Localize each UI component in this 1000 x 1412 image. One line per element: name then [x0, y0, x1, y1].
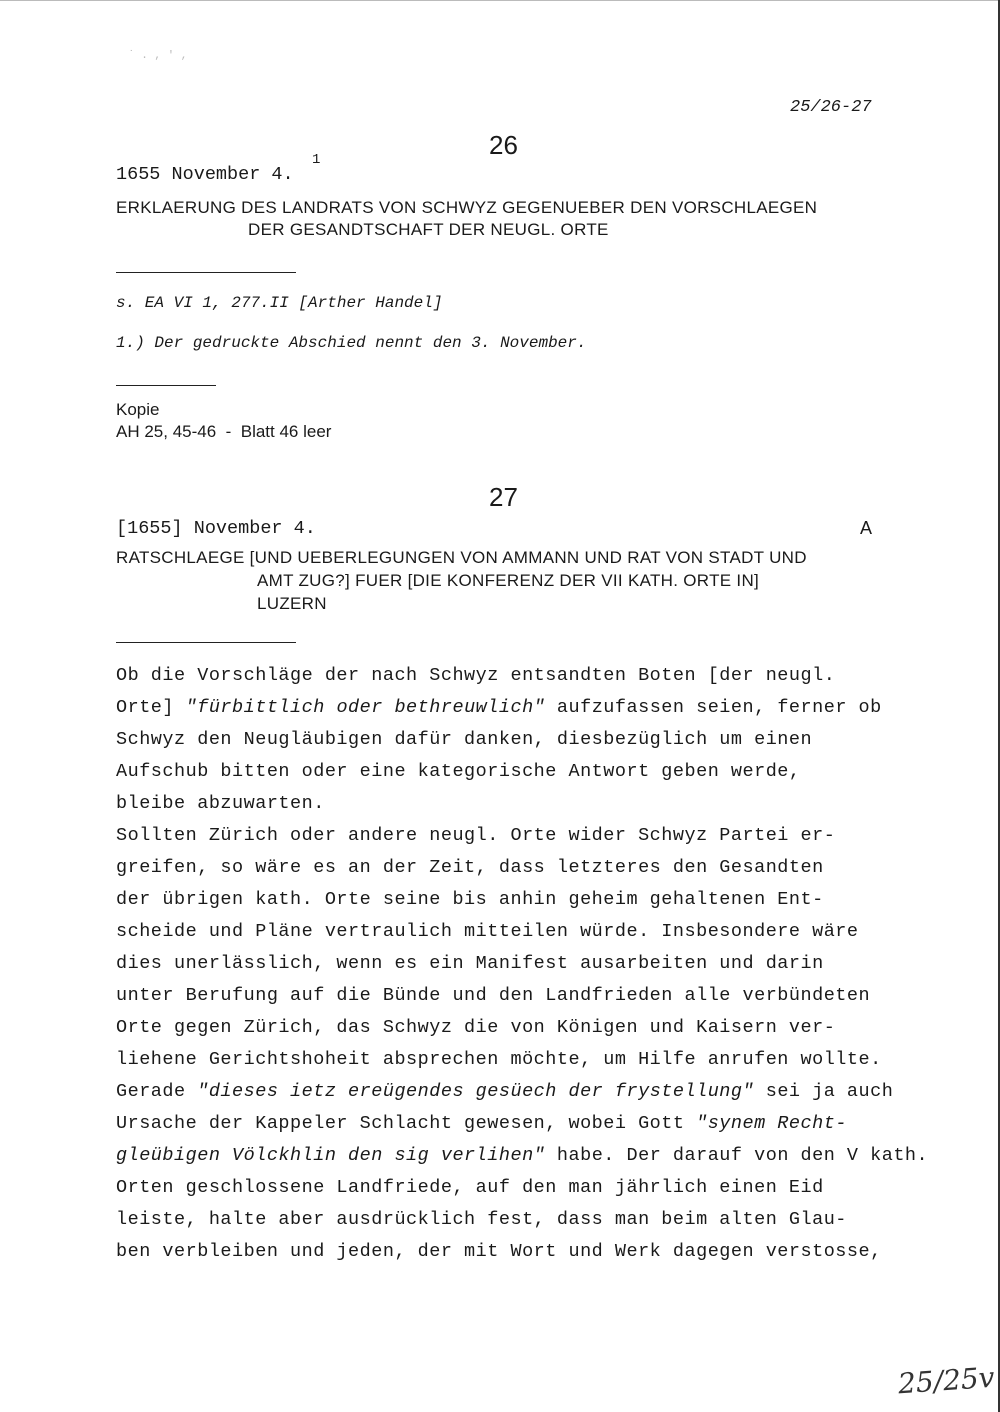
body-line: Schwyz den Neugläubigen dafür danken, diesbezüglich um einen: [116, 729, 813, 750]
body-line: Orten geschlossene Landfriede, auf den man jährlich einen Eid: [116, 1177, 824, 1198]
doc26-copy-label: Kopie: [116, 400, 160, 419]
doc26-source: AH 25, 45-46 - Blatt 46 leer: [116, 422, 332, 441]
doc26-separator: [116, 272, 296, 273]
body-line: Aufschub bitten oder eine kategorische Antwort geben werde,: [116, 761, 801, 782]
body-quote: "dieses ietz ereügendes gesüech der frystellung": [197, 1081, 755, 1102]
body-line: bleibe abzuwarten.: [116, 793, 325, 814]
document-number-26: 26: [489, 130, 518, 160]
doc26-footnote-marker: 1: [312, 152, 321, 168]
body-text: sei ja auch: [754, 1081, 894, 1102]
body-line: scheide und Pläne vertraulich mitteilen würde. Insbesondere wäre: [116, 921, 859, 942]
body-line: [116, 697, 882, 718]
scan-top-edge: [0, 0, 1000, 1]
body-line: dies unerlässlich, wenn es ein Manifest ausarbeiten und darin: [116, 953, 824, 974]
doc27-title-line2: AMT ZUG?] FUER [DIE KONFERENZ DER VII KATH. ORTE IN]: [257, 571, 760, 590]
body-text: aufzufassen seien, ferner ob: [545, 697, 882, 718]
body-line: Orte gegen Zürich, das Schwyz die von Königen und Kaisern ver-: [116, 1017, 836, 1038]
sheet-reference: 25/26-27: [790, 98, 872, 117]
body-text: Orte]: [116, 697, 186, 718]
body-text: habe. Der darauf von den V kath.: [545, 1145, 929, 1166]
doc27-date: [1655] November 4.: [116, 518, 316, 539]
document-number-27: 27: [489, 482, 518, 512]
body-quote: gleübigen Völckhlin den sig verlihen": [116, 1145, 546, 1166]
body-line: greifen, so wäre es an der Zeit, dass letzteres den Gesandten: [116, 857, 824, 878]
body-quote: "fürbittlich oder bethreuwlich": [185, 697, 546, 718]
doc27-title-line1: RATSCHLAEGE [UND UEBERLEGUNGEN VON AMMANN UND RAT VON STADT UND: [116, 548, 807, 567]
doc27-title-line3: LUZERN: [257, 594, 327, 613]
body-line: Ob die Vorschläge der nach Schwyz entsandten Boten [der neugl.: [116, 665, 836, 686]
body-line: ben verbleiben und jeden, der mit Wort und Werk dagegen verstosse,: [116, 1241, 882, 1262]
doc27-separator: [116, 642, 296, 643]
body-line: leiste, halte aber ausdrücklich fest, dass man beim alten Glau-: [116, 1209, 847, 1230]
body-line: Sollten Zürich oder andere neugl. Orte wider Schwyz Partei er-: [116, 825, 836, 846]
doc26-title-line1: ERKLAERUNG DES LANDRATS VON SCHWYZ GEGENUEBER DEN VORSCHLAEGEN: [116, 198, 818, 217]
body-line: [116, 1081, 893, 1102]
doc26-source-separator: [116, 385, 216, 386]
doc26-note-reference: s. EA VI 1, 277.II [Arther Handel]: [116, 294, 443, 312]
body-text: Ursache der Kappeler Schlacht gewesen, wobei Gott: [116, 1113, 697, 1134]
doc26-footnote: 1.) Der gedruckte Abschied nennt den 3. November.: [116, 334, 587, 352]
body-quote: "synem Recht-: [696, 1113, 847, 1134]
body-line: [116, 1113, 847, 1134]
body-line: liehene Gerichtshoheit absprechen möchte, um Hilfe anrufen wollte.: [116, 1049, 882, 1070]
body-line: [116, 1145, 928, 1166]
scan-speck: ˙ . , ' ,: [128, 50, 188, 62]
body-line: der übrigen kath. Orte seine bis anhin geheim gehaltenen Ent-: [116, 889, 824, 910]
body-line: unter Berufung auf die Bünde und den Landfrieden alle verbündeten: [116, 985, 871, 1006]
handwritten-folio-number: 25/25v: [896, 1360, 996, 1401]
doc26-title-line2: DER GESANDTSCHAFT DER NEUGL. ORTE: [248, 220, 609, 239]
body-text: Gerade: [116, 1081, 198, 1102]
doc26-date: 1655 November 4.: [116, 164, 294, 185]
doc27-letter: A: [860, 518, 873, 538]
